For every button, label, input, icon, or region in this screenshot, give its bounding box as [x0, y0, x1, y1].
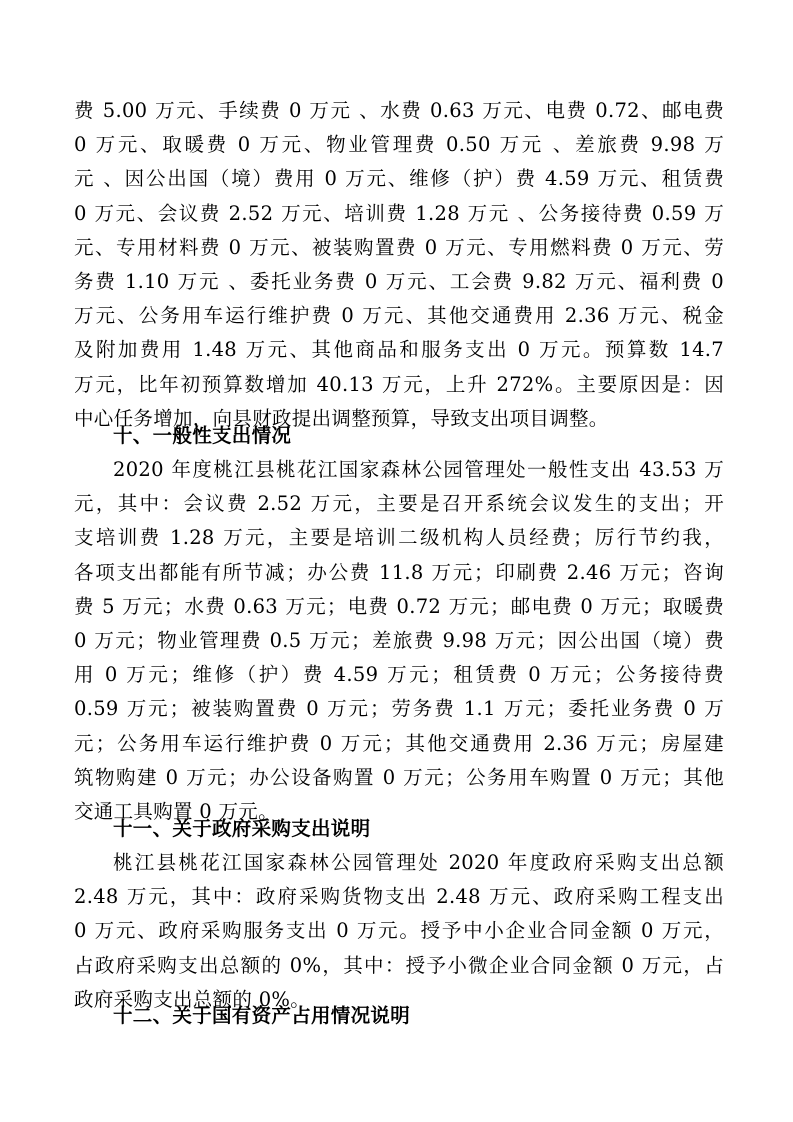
section-heading-general-expenditure: 十、一般性支出情况 — [113, 424, 292, 447]
text-line: 万元、公务用车运行维护费 0 万元、其他交通费用 2.36 万元、税金 — [74, 304, 724, 328]
text-line: 0 万元、政府采购服务支出 0 万元。授予中小企业合同金额 0 万元， — [74, 919, 724, 943]
paragraph-general-expenditure — [74, 453, 724, 829]
text-line: 2.48 万元，其中：政府采购货物支出 2.48 万元、政府采购工程支出 — [74, 885, 724, 909]
text-line: 占政府采购支出总额的 0%，其中：授予小微企业合同金额 0 万元，占 — [74, 953, 724, 977]
text-line: 政府采购支出总额的 0%。 — [74, 987, 311, 1011]
text-line: 元；公务用车运行维护费 0 万元；其他交通费用 2.36 万元；房屋建 — [74, 731, 724, 755]
text-line: 元、专用材料费 0 万元、被装购置费 0 万元、专用燃料费 0 万元、劳 — [74, 235, 724, 259]
text-line: 元 、因公出国（境）费用 0 万元、维修（护）费 4.59 万元、租赁费 — [74, 167, 724, 191]
text-line: 0 万元、会议费 2.52 万元、培训费 1.28 万元 、公务接待费 0.59 万 — [74, 201, 724, 225]
text-line: 各项支出都能有所节减；办公费 11.8 万元；印刷费 2.46 万元；咨询 — [74, 560, 724, 584]
text-line: 务费 1.10 万元 、委托业务费 0 万元、工会费 9.82 万元、福利费 0 — [74, 269, 724, 293]
text-line: 万元，比年初预算数增加 40.13 万元，上升 272%。主要原因是：因 — [74, 372, 724, 396]
text-line: 费 5 万元；水费 0.63 万元；电费 0.72 万元；邮电费 0 万元；取暖费 — [74, 594, 724, 618]
section-heading-state-assets: 十二、关于国有资产占用情况说明 — [113, 1004, 411, 1027]
section-heading-government-procurement: 十一、关于政府采购支出说明 — [113, 817, 371, 840]
text-line: 中心任务增加，向县财政提出调整预算，导致支出项目调整。 — [74, 406, 609, 430]
text-line: 0.59 万元；被装购置费 0 万元；劳务费 1.1 万元；委托业务费 0 万 — [74, 697, 724, 721]
text-line: 及附加费用 1.48 万元、其他商品和服务支出 0 万元。预算数 14.7 — [74, 338, 724, 362]
text-line: 支培训费 1.28 万元，主要是培训二级机构人员经费；厉行节约我， — [74, 526, 724, 550]
text-line: 2020 年度桃江县桃花江国家森林公园管理处一般性支出 43.53 万 — [113, 458, 724, 481]
text-line: 桃江县桃花江国家森林公园管理处 2020 年度政府采购支出总额 — [113, 851, 724, 874]
text-line: 0 万元；物业管理费 0.5 万元；差旅费 9.98 万元；因公出国（境）费 — [74, 628, 724, 652]
text-line: 交通工具购置 0 万元。 — [74, 799, 278, 823]
text-line: 元，其中：会议费 2.52 万元，主要是召开系统会议发生的支出；开 — [74, 492, 724, 516]
paragraph-expense-breakdown — [74, 94, 724, 436]
paragraph-government-procurement — [74, 846, 724, 1017]
text-line: 费 5.00 万元、手续费 0 万元 、水费 0.63 万元、电费 0.72、邮电费 — [74, 99, 724, 122]
text-line: 用 0 万元；维修（护）费 4.59 万元；租赁费 0 万元；公务接待费 — [74, 663, 724, 687]
text-line: 筑物购建 0 万元；办公设备购置 0 万元；公务用车购置 0 万元；其他 — [74, 765, 724, 789]
text-line: 0 万元、取暖费 0 万元、物业管理费 0.50 万元 、差旅费 9.98 万 — [74, 133, 724, 157]
